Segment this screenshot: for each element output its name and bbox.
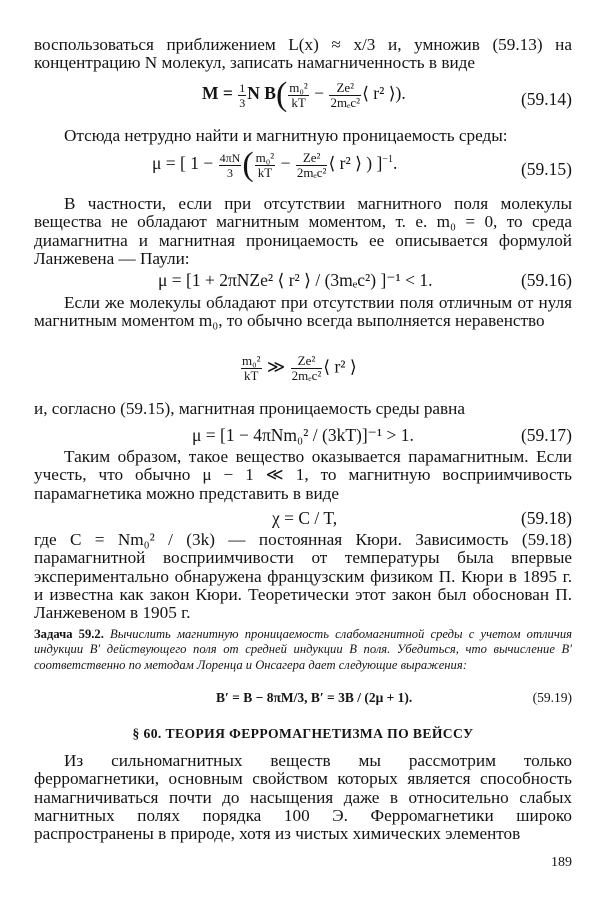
page-number: 189 (551, 855, 572, 870)
inequality-display (34, 354, 572, 394)
inequality-formula: $\frac{\text{m₀²}}{kT}$ ≫ $\frac{\text{Ze²}}{\text{2mₑc²}}$ ⟨ r² ⟩ (242, 353, 357, 383)
equation-59-16-formula: μ = [1 + 2πNZe² ⟨ r² ⟩ / (3mₑc²) ]⁻¹ < 1. (158, 270, 433, 290)
equation-59-18-number: (59.18) (520, 508, 572, 528)
paragraph-permeability: Отсюда нетрудно найти и магнитную проницаемость среды: (64, 126, 508, 145)
equation-59-14-number: (59.14) (520, 89, 572, 109)
equation-59-19-formula: B′ = B − 8πM/3, B′ = 3B / (2μ + 1). (216, 690, 413, 705)
paragraph-diamagnetic: В частности, если при отсутствии магнитного поля молекулы вещества не обладают магнитным моментом, т. е. m₀ = 0, то среда диамагнитна и магнитная проницаемость ее описывается формулой Ланжевена — Паули: (34, 194, 572, 268)
paragraph-according: и, согласно (59.15), магнитная проницаемость среды равна (34, 399, 465, 418)
problem-text: Вычислить магнитную проницаемость слабомагнитной среды с учетом отличия индукции B′ действующего поля от средней индукции B поля. Убедиться, что вычисление B′ соответственно по методам Лоренца и Онсагера дает следующие выражения: (34, 627, 572, 672)
paragraph-susceptibility: Таким образом, такое вещество оказывается парамагнитным. Если учесть, что обычно μ − 1 ≪ 1, то магнитную восприимчивость парамагнетика можно представить в виде (34, 447, 572, 503)
paragraph-paramagnetic-condition: Если же молекулы обладают при отсутствии поля отличным от нуля магнитным моментом m₀, то обычно всегда выполняется неравенство (34, 293, 572, 331)
equation-59-15-number: (59.15) (520, 159, 572, 179)
paragraph-curie-law: где C = Nm₀² / (3k) — постоянная Кюри. Зависимость (59.18) парамагнитной восприимчивости от температуры была впервые экспериментально обнаружена французским физиком П. Кюри в 1895 г. и известна как закон Кюри. Теоретически этот закон был обоснован П. Ланжевеном в 1905 г. (34, 530, 572, 623)
equation-59-19-number: (59.19) (532, 690, 572, 705)
equation-59-15-formula: μ = [ 1 − $\frac{4\pi N}{3}$ ( $\frac{\text{m₀²}}{kT}$ − $\frac{\text{Ze²}}{\text{2mₑc²}}$ ⟨ r² ⟩ ) ]$^{-1}$. (152, 146, 398, 183)
paragraph-intro: воспользоваться приближением L(x) ≈ x/3 и, умножив (59.13) на концентрацию N молекул, записать намагниченность в виде (34, 35, 572, 73)
equation-59-18-formula: χ = C / T, (272, 508, 338, 528)
problem-label: Задача 59.2. (34, 627, 104, 641)
equation-59-14 (34, 76, 572, 120)
equation-59-17-number: (59.17) (520, 425, 572, 445)
problem-59-2 (34, 627, 572, 673)
equation-59-15 (34, 146, 572, 190)
equation-59-16-number: (59.16) (520, 270, 572, 290)
paragraph-ferromagnets: Из сильномагнитных веществ мы рассмотрим только ферромагнетики, основным свойством которых является способность намагничиваться почти до насыщения даже в относительно слабых магнитных полях порядка 100 Э. Ферромагнетики широко распространены в природе, хотя из чистых химических элементов (34, 751, 572, 844)
equation-59-14-formula: M = $\frac{1}{3}$ N B( $\frac{\text{m₀²}}{kT}$ − $\frac{\text{Ze²}}{\text{2mₑc²}}$ ⟨ r² ⟩). (202, 76, 406, 113)
equation-59-19 (34, 690, 572, 730)
section-heading: § 60. ТЕОРИЯ ФЕРРОМАГНЕТИЗМА ПО ВЕЙССУ (132, 726, 474, 741)
equation-59-17-formula: μ = [1 − 4πNm₀² / (3kT)]⁻¹ > 1. (192, 425, 414, 445)
